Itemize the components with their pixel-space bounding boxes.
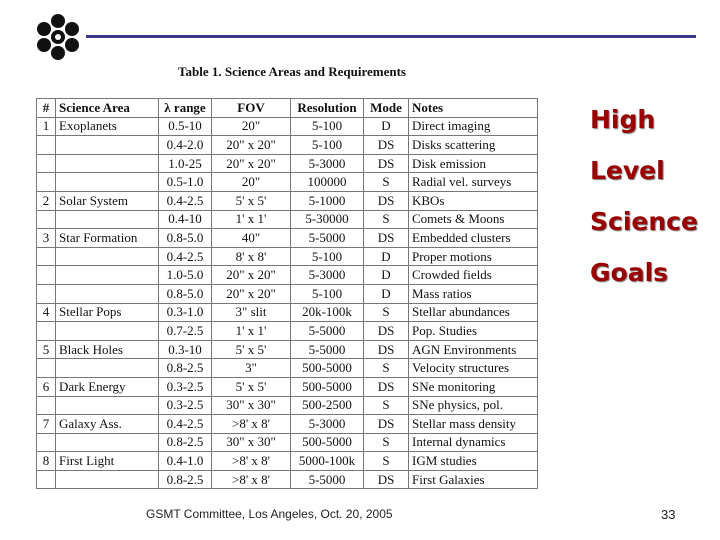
footer-text: GSMT Committee, Los Angeles, Oct. 20, 2005 <box>146 507 393 521</box>
table-row <box>37 433 538 452</box>
cell-notes: Radial vel. surveys <box>409 173 538 192</box>
cell-lambda-range: 0.4-10 <box>159 210 212 229</box>
cell-number <box>37 470 56 489</box>
cell-science-area <box>56 396 159 415</box>
cell-number <box>37 284 56 303</box>
cell-mode: DS <box>364 377 409 396</box>
col-header-science-area: Science Area <box>56 99 159 118</box>
cell-fov: 5' x 5' <box>212 340 291 359</box>
cell-fov: 20" x 20" <box>212 266 291 285</box>
cell-science-area: Star Formation <box>56 229 159 248</box>
col-header-resolution: Resolution <box>291 99 364 118</box>
cell-number <box>37 136 56 155</box>
table-row <box>37 173 538 192</box>
cell-number <box>37 266 56 285</box>
cell-fov: 20" x 20" <box>212 136 291 155</box>
cell-lambda-range: 0.8-2.5 <box>159 470 212 489</box>
table-row <box>37 191 538 210</box>
cell-mode: S <box>364 452 409 471</box>
cell-science-area: Stellar Pops <box>56 303 159 322</box>
cell-science-area <box>56 322 159 341</box>
cell-mode: D <box>364 247 409 266</box>
cell-science-area <box>56 433 159 452</box>
cell-fov: >8' x 8' <box>212 470 291 489</box>
page-number: 33 <box>661 507 676 522</box>
cell-resolution: 5-3000 <box>291 415 364 434</box>
cell-fov: 1' x 1' <box>212 210 291 229</box>
cell-resolution: 5-3000 <box>291 266 364 285</box>
cell-fov: 5' x 5' <box>212 191 291 210</box>
cell-science-area <box>56 136 159 155</box>
cell-notes: Velocity structures <box>409 359 538 378</box>
cell-science-area <box>56 470 159 489</box>
cell-fov: 20" <box>212 117 291 136</box>
cell-resolution: 5-100 <box>291 284 364 303</box>
cell-notes: Direct imaging <box>409 117 538 136</box>
col-header-number: # <box>37 99 56 118</box>
cell-science-area <box>56 154 159 173</box>
cell-lambda-range: 0.5-1.0 <box>159 173 212 192</box>
cell-lambda-range: 0.4-2.5 <box>159 415 212 434</box>
cell-number <box>37 396 56 415</box>
cell-lambda-range: 1.0-5.0 <box>159 266 212 285</box>
table-body <box>37 117 538 489</box>
goals-word: Level <box>590 156 665 185</box>
col-header-fov: FOV <box>212 99 291 118</box>
cell-number: 4 <box>37 303 56 322</box>
cell-resolution: 5-5000 <box>291 322 364 341</box>
cell-number: 2 <box>37 191 56 210</box>
cell-number <box>37 433 56 452</box>
cell-mode: S <box>364 210 409 229</box>
cell-lambda-range: 0.3-2.5 <box>159 377 212 396</box>
cell-mode: DS <box>364 154 409 173</box>
cell-fov: 5' x 5' <box>212 377 291 396</box>
cell-resolution: 5-100 <box>291 247 364 266</box>
header-rule <box>86 35 696 38</box>
cell-lambda-range: 0.3-2.5 <box>159 396 212 415</box>
table-row <box>37 154 538 173</box>
table-row <box>37 136 538 155</box>
cell-science-area <box>56 284 159 303</box>
cell-mode: S <box>364 359 409 378</box>
goals-word: Goals <box>590 258 669 287</box>
table-row <box>37 396 538 415</box>
cell-science-area <box>56 359 159 378</box>
cell-resolution: 5-5000 <box>291 229 364 248</box>
cell-number: 1 <box>37 117 56 136</box>
cell-notes: First Galaxies <box>409 470 538 489</box>
cell-number: 3 <box>37 229 56 248</box>
cell-fov: 20" x 20" <box>212 284 291 303</box>
table-row <box>37 303 538 322</box>
cell-mode: S <box>364 173 409 192</box>
cell-notes: AGN Environments <box>409 340 538 359</box>
cell-number: 7 <box>37 415 56 434</box>
cell-fov: 30" x 30" <box>212 396 291 415</box>
table-row <box>37 229 538 248</box>
cell-notes: KBOs <box>409 191 538 210</box>
cell-mode: D <box>364 284 409 303</box>
table-row <box>37 452 538 471</box>
cell-resolution: 5-100 <box>291 136 364 155</box>
cell-resolution: 20k-100k <box>291 303 364 322</box>
table-row <box>37 284 538 303</box>
cell-science-area <box>56 210 159 229</box>
cell-notes: Stellar mass density <box>409 415 538 434</box>
table-row <box>37 340 538 359</box>
col-header-notes: Notes <box>409 99 538 118</box>
table-header-row <box>37 99 538 118</box>
cell-notes: Stellar abundances <box>409 303 538 322</box>
cell-resolution: 5-5000 <box>291 340 364 359</box>
cell-lambda-range: 0.8-5.0 <box>159 229 212 248</box>
cell-lambda-range: 0.4-2.5 <box>159 191 212 210</box>
col-header-lambda-range: λ range <box>159 99 212 118</box>
flower-logo-icon <box>34 14 82 60</box>
table-row <box>37 470 538 489</box>
cell-resolution: 500-5000 <box>291 359 364 378</box>
cell-number <box>37 247 56 266</box>
table-row <box>37 322 538 341</box>
cell-resolution: 5-30000 <box>291 210 364 229</box>
cell-mode: DS <box>364 191 409 210</box>
cell-fov: >8' x 8' <box>212 452 291 471</box>
cell-fov: 3" <box>212 359 291 378</box>
cell-resolution: 5-5000 <box>291 470 364 489</box>
cell-lambda-range: 0.8-2.5 <box>159 433 212 452</box>
cell-notes: SNe physics, pol. <box>409 396 538 415</box>
col-header-mode: Mode <box>364 99 409 118</box>
cell-mode: DS <box>364 415 409 434</box>
table-row <box>37 415 538 434</box>
cell-fov: 20" x 20" <box>212 154 291 173</box>
table-row <box>37 377 538 396</box>
goals-word: High <box>590 105 656 134</box>
cell-resolution: 500-2500 <box>291 396 364 415</box>
cell-science-area: First Light <box>56 452 159 471</box>
cell-science-area <box>56 266 159 285</box>
table-row <box>37 359 538 378</box>
cell-notes: IGM studies <box>409 452 538 471</box>
cell-science-area: Exoplanets <box>56 117 159 136</box>
table-row <box>37 117 538 136</box>
cell-number <box>37 359 56 378</box>
cell-lambda-range: 0.4-1.0 <box>159 452 212 471</box>
table-caption: Table 1. Science Areas and Requirements <box>178 64 406 79</box>
cell-notes: Proper motions <box>409 247 538 266</box>
cell-lambda-range: 1.0-25 <box>159 154 212 173</box>
cell-resolution: 5-3000 <box>291 154 364 173</box>
cell-lambda-range: 0.4-2.5 <box>159 247 212 266</box>
cell-notes: Internal dynamics <box>409 433 538 452</box>
requirements-table <box>36 98 538 489</box>
cell-notes: Comets & Moons <box>409 210 538 229</box>
cell-resolution: 5-1000 <box>291 191 364 210</box>
cell-lambda-range: 0.8-2.5 <box>159 359 212 378</box>
cell-mode: S <box>364 433 409 452</box>
goals-heading <box>590 94 698 298</box>
cell-number <box>37 322 56 341</box>
cell-number: 5 <box>37 340 56 359</box>
cell-science-area <box>56 173 159 192</box>
cell-fov: >8' x 8' <box>212 415 291 434</box>
cell-lambda-range: 0.3-10 <box>159 340 212 359</box>
cell-fov: 1' x 1' <box>212 322 291 341</box>
cell-number <box>37 210 56 229</box>
cell-mode: DS <box>364 340 409 359</box>
cell-number: 6 <box>37 377 56 396</box>
cell-science-area <box>56 247 159 266</box>
cell-mode: D <box>364 266 409 285</box>
cell-notes: Mass ratios <box>409 284 538 303</box>
cell-number <box>37 154 56 173</box>
cell-fov: 30" x 30" <box>212 433 291 452</box>
cell-notes: SNe monitoring <box>409 377 538 396</box>
cell-lambda-range: 0.3-1.0 <box>159 303 212 322</box>
cell-science-area: Dark Energy <box>56 377 159 396</box>
cell-notes: Disk emission <box>409 154 538 173</box>
cell-mode: S <box>364 303 409 322</box>
cell-resolution: 500-5000 <box>291 433 364 452</box>
cell-mode: DS <box>364 136 409 155</box>
cell-lambda-range: 0.7-2.5 <box>159 322 212 341</box>
cell-notes: Crowded fields <box>409 266 538 285</box>
cell-mode: DS <box>364 470 409 489</box>
cell-lambda-range: 0.5-10 <box>159 117 212 136</box>
goals-word: Science <box>590 207 698 236</box>
cell-notes: Disks scattering <box>409 136 538 155</box>
cell-number: 8 <box>37 452 56 471</box>
cell-number <box>37 173 56 192</box>
cell-resolution: 5000-100k <box>291 452 364 471</box>
cell-science-area: Galaxy Ass. <box>56 415 159 434</box>
cell-notes: Embedded clusters <box>409 229 538 248</box>
cell-fov: 8' x 8' <box>212 247 291 266</box>
cell-fov: 3" slit <box>212 303 291 322</box>
cell-fov: 20" <box>212 173 291 192</box>
table-row <box>37 266 538 285</box>
cell-science-area: Black Holes <box>56 340 159 359</box>
cell-mode: DS <box>364 229 409 248</box>
table-row <box>37 210 538 229</box>
cell-mode: S <box>364 396 409 415</box>
cell-fov: 40" <box>212 229 291 248</box>
cell-resolution: 100000 <box>291 173 364 192</box>
cell-mode: D <box>364 117 409 136</box>
cell-lambda-range: 0.4-2.0 <box>159 136 212 155</box>
cell-notes: Pop. Studies <box>409 322 538 341</box>
cell-resolution: 500-5000 <box>291 377 364 396</box>
cell-science-area: Solar System <box>56 191 159 210</box>
cell-lambda-range: 0.8-5.0 <box>159 284 212 303</box>
table-row <box>37 247 538 266</box>
cell-resolution: 5-100 <box>291 117 364 136</box>
cell-mode: DS <box>364 322 409 341</box>
